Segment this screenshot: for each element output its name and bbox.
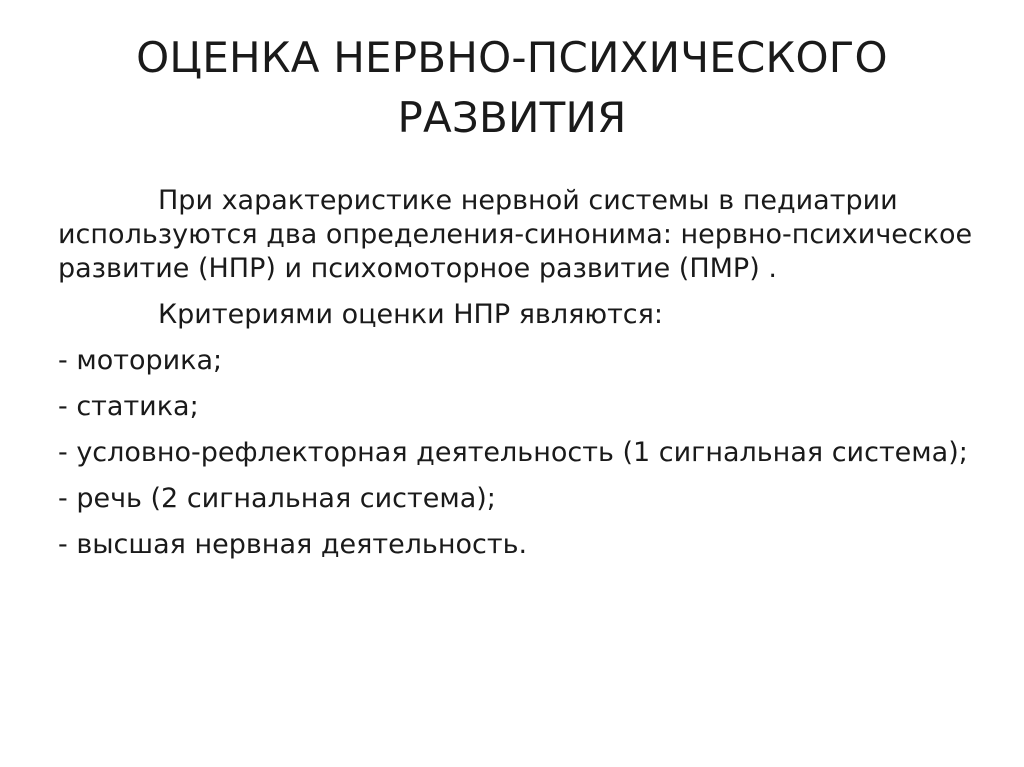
slide-body: [58, 184, 988, 574]
title-line-1: ОЦЕНКА НЕРВНО-ПСИХИЧЕСКОГО: [136, 33, 888, 82]
criteria-item-motor: - моторика;: [58, 345, 223, 376]
criteria-item-reflex: - условно-рефлекторная деятельность (1 сигнальная система);: [58, 437, 968, 468]
criteria-heading: Критериями оценки НПР являются:: [158, 299, 663, 330]
intro-paragraph: При характеристике нервной системы в педиатрии используются два определения-синонима: нервно-психическое развитие (НПР) и психомоторное развитие (ПМР) .: [58, 185, 973, 284]
slide-title: [60, 28, 964, 148]
criteria-list: [58, 344, 988, 562]
title-line-2: РАЗВИТИЯ: [397, 93, 627, 142]
criteria-item-speech: - речь (2 сигнальная система);: [58, 483, 496, 514]
criteria-item-higher-nervous: - высшая нервная деятельность.: [58, 529, 528, 560]
criteria-item-statics: - статика;: [58, 391, 199, 422]
